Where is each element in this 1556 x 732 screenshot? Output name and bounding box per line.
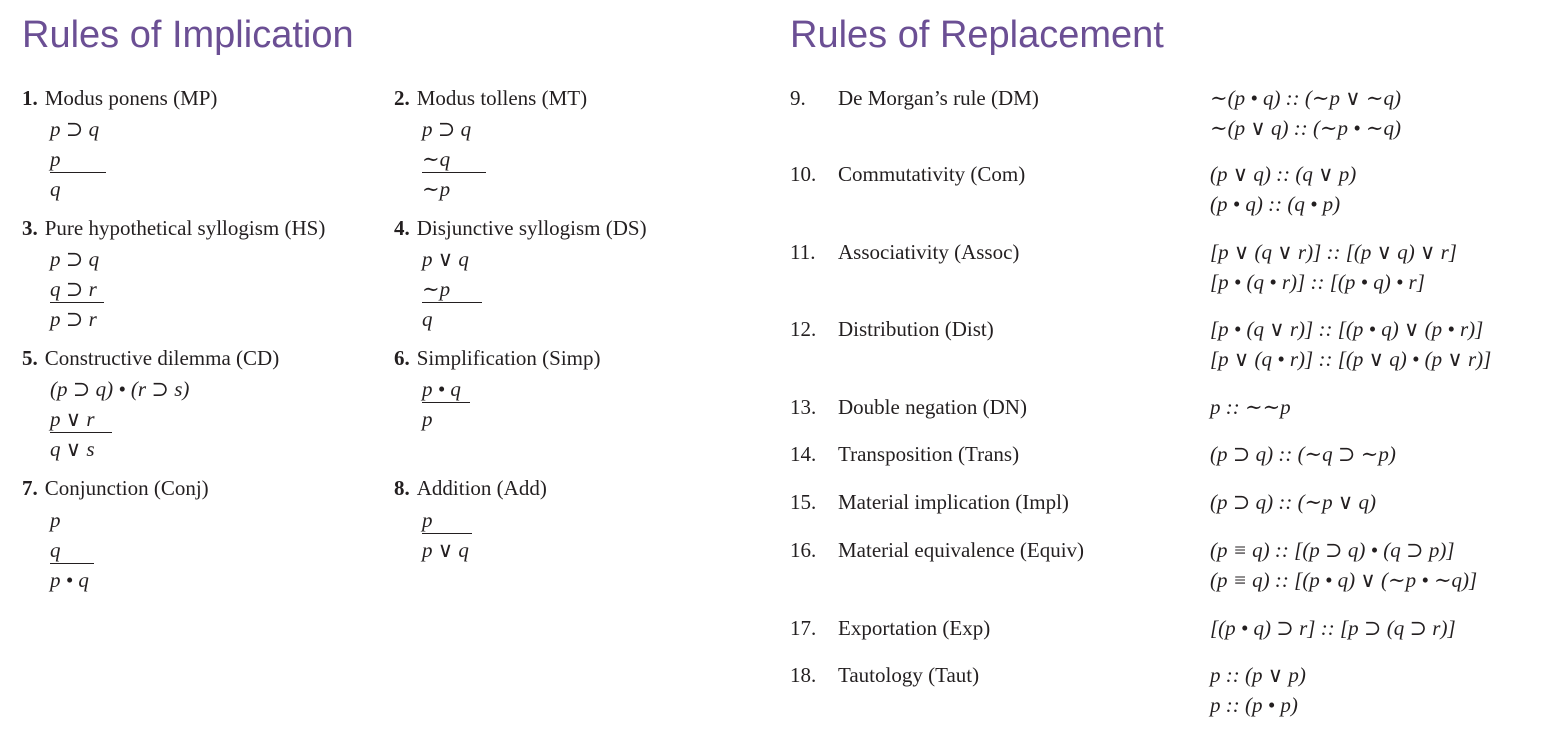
equivalence-form: (p ≡ q) :: [(p ⊃ q) • (q ⊃ p)] xyxy=(1210,538,1455,562)
equivalence-form: ∼(p • q) :: (∼p ∨ ∼q) xyxy=(1210,86,1401,110)
rule-17-name: Exportation (Exp) xyxy=(838,616,991,640)
rule-18-number: 18. xyxy=(790,663,817,687)
equivalence-form: p :: (p ∨ p) xyxy=(1210,663,1306,687)
formula-conclusion: p ⊃ r xyxy=(50,307,97,331)
rule-label: Modus ponens (MP) xyxy=(44,86,218,110)
rule-label: Constructive dilemma (CD) xyxy=(44,346,280,370)
rule-3-name xyxy=(22,213,325,243)
formula-line: ∼q xyxy=(422,146,486,173)
rule-5-form xyxy=(50,374,189,464)
rule-label: Conjunction (Conj) xyxy=(44,476,209,500)
formula-line: p ⊃ q xyxy=(50,117,100,141)
formula-line: p ⊃ q xyxy=(422,117,472,141)
formula-conclusion: q xyxy=(422,307,433,331)
equivalence-form: (p • q) :: (q • p) xyxy=(1210,192,1341,216)
formula-line: p • q xyxy=(422,376,470,403)
formula-line: (p ⊃ q) • (r ⊃ s) xyxy=(50,377,190,401)
formula-conclusion: q ∨ s xyxy=(50,437,95,461)
rule-15-forms xyxy=(1210,487,1376,517)
rule-10-name: Commutativity (Com) xyxy=(838,162,1026,186)
rule-12-forms xyxy=(1210,314,1491,374)
rule-10-number: 10. xyxy=(790,162,817,186)
formula-line: p ∨ q xyxy=(422,247,469,271)
rule-11-forms xyxy=(1210,237,1457,297)
rule-number: 7. xyxy=(22,476,38,500)
rule-6-form xyxy=(422,374,470,434)
rule-label: Modus tollens (MT) xyxy=(416,86,588,110)
formula-line: p xyxy=(50,146,106,173)
rule-13-number: 13. xyxy=(790,395,817,419)
rule-16-name: Material equivalence (Equiv) xyxy=(838,538,1085,562)
equivalence-form: p :: (p • p) xyxy=(1210,693,1298,717)
rule-1-form xyxy=(50,114,106,204)
equivalence-form: [p ∨ (q • r)] :: [(p ∨ q) • (p ∨ r)] xyxy=(1210,347,1492,371)
replacement-heading: Rules of Replacement xyxy=(790,14,1164,56)
rule-1-name xyxy=(22,83,217,113)
rule-2-name xyxy=(394,83,587,113)
formula-line: p xyxy=(422,507,472,534)
rule-18-name: Tautology (Taut) xyxy=(838,663,980,687)
rule-number: 3. xyxy=(22,216,38,240)
rule-5-name xyxy=(22,343,279,373)
implication-heading: Rules of Implication xyxy=(22,14,354,56)
rule-4-name xyxy=(394,213,647,243)
formula-conclusion: p ∨ q xyxy=(422,538,469,562)
equivalence-form: [(p • q) ⊃ r] :: [p ⊃ (q ⊃ r)] xyxy=(1210,616,1456,640)
rule-11-number: 11. xyxy=(790,240,816,264)
rule-17-number: 17. xyxy=(790,616,817,640)
rule-4-form xyxy=(422,244,482,334)
rule-14-name: Transposition (Trans) xyxy=(838,442,1020,466)
rule-label: Simplification (Simp) xyxy=(416,346,601,370)
formula-conclusion: q xyxy=(50,177,61,201)
rule-number: 4. xyxy=(394,216,410,240)
rule-15-number: 15. xyxy=(790,490,817,514)
rule-9-number: 9. xyxy=(790,86,806,110)
equivalence-form: [p • (q • r)] :: [(p • q) • r] xyxy=(1210,270,1425,294)
formula-conclusion: ∼p xyxy=(422,177,451,201)
equivalence-form: ∼(p ∨ q) :: (∼p • ∼q) xyxy=(1210,116,1401,140)
equivalence-form: (p ∨ q) :: (q ∨ p) xyxy=(1210,162,1357,186)
rule-3-form xyxy=(50,244,104,334)
rule-18-forms xyxy=(1210,660,1306,720)
formula-line: p ⊃ q xyxy=(50,247,100,271)
equivalence-form: [p ∨ (q ∨ r)] :: [(p ∨ q) ∨ r] xyxy=(1210,240,1457,264)
formula-conclusion: p xyxy=(422,407,433,431)
rule-7-name xyxy=(22,473,209,503)
rule-17-forms xyxy=(1210,613,1456,643)
equivalence-form: (p ≡ q) :: [(p • q) ∨ (∼p • ∼q)] xyxy=(1210,568,1478,592)
rule-10-forms xyxy=(1210,159,1356,219)
formula-line: q xyxy=(50,537,94,564)
rule-8-name xyxy=(394,473,547,503)
rule-14-number: 14. xyxy=(790,442,817,466)
rule-8-form xyxy=(422,505,472,565)
rule-12-name: Distribution (Dist) xyxy=(838,317,994,341)
formula-line: ∼p xyxy=(422,276,482,303)
equivalence-form: p :: ∼∼p xyxy=(1210,395,1291,419)
rule-16-number: 16. xyxy=(790,538,817,562)
rule-number: 6. xyxy=(394,346,410,370)
rule-9-forms xyxy=(1210,83,1401,143)
rule-13-forms xyxy=(1210,392,1291,422)
rule-label: Addition (Add) xyxy=(416,476,547,500)
rule-2-form xyxy=(422,114,486,204)
equivalence-form: (p ⊃ q) :: (∼p ∨ q) xyxy=(1210,490,1377,514)
formula-line: p xyxy=(50,508,61,532)
rule-16-forms xyxy=(1210,535,1477,595)
rule-6-name xyxy=(394,343,601,373)
rule-13-name: Double negation (DN) xyxy=(838,395,1027,419)
rule-15-name: Material implication (Impl) xyxy=(838,490,1069,514)
rule-number: 8. xyxy=(394,476,410,500)
rule-11-name: Associativity (Assoc) xyxy=(838,240,1020,264)
formula-line: q ⊃ r xyxy=(50,276,104,303)
formula-line: p ∨ r xyxy=(50,406,112,433)
rule-number: 2. xyxy=(394,86,410,110)
rule-label: Pure hypothetical syllogism (HS) xyxy=(44,216,326,240)
rule-7-form xyxy=(50,505,94,595)
rule-number: 5. xyxy=(22,346,38,370)
rule-14-forms xyxy=(1210,439,1396,469)
rule-label: Disjunctive syllogism (DS) xyxy=(416,216,647,240)
equivalence-form: [p • (q ∨ r)] :: [(p • q) ∨ (p • r)] xyxy=(1210,317,1484,341)
formula-conclusion: p • q xyxy=(50,568,89,592)
rule-9-name: De Morgan’s rule (DM) xyxy=(838,86,1039,110)
equivalence-form: (p ⊃ q) :: (∼q ⊃ ∼p) xyxy=(1210,442,1396,466)
rule-number: 1. xyxy=(22,86,38,110)
rule-12-number: 12. xyxy=(790,317,817,341)
